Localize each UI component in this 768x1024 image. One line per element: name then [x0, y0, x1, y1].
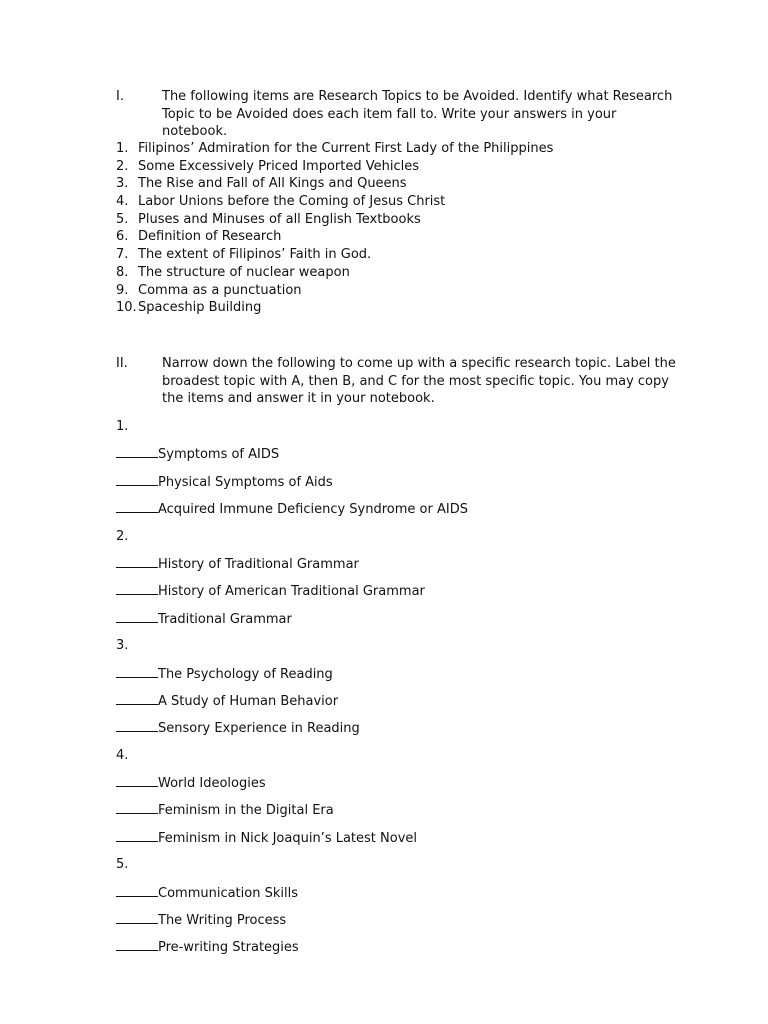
item-number: 8. [116, 264, 129, 280]
item-text: A Study of Human Behavior [158, 693, 339, 709]
group-number: 2. [116, 528, 129, 544]
list-item [116, 193, 553, 211]
section-2-roman: II. [116, 356, 128, 371]
item-text: The structure of nuclear weapon [138, 264, 350, 280]
list-item [116, 444, 468, 471]
item-number: 9. [116, 282, 129, 298]
item-text: Sensory Experience in Reading [158, 721, 360, 737]
item-text: Symptoms of AIDS [158, 447, 280, 463]
list-item [116, 664, 468, 691]
list-item [116, 828, 468, 855]
group-number: 3. [116, 638, 129, 654]
group-4 [116, 746, 468, 856]
answer-blank[interactable] [116, 800, 158, 814]
item-text: The extent of Filipinos’ Faith in God. [138, 247, 372, 263]
answer-blank[interactable] [116, 773, 158, 787]
answer-blank[interactable] [116, 664, 158, 678]
list-item [116, 773, 468, 800]
answer-blank[interactable] [116, 609, 158, 623]
answer-blank[interactable] [116, 554, 158, 568]
list-item [116, 883, 468, 910]
item-text: Traditional Grammar [158, 611, 292, 627]
group-number: 1. [116, 419, 129, 434]
item-text: The Writing Process [158, 913, 287, 929]
item-number: 4. [116, 194, 129, 210]
list-item [116, 472, 468, 499]
group-number: 5. [116, 857, 129, 873]
item-text: The Rise and Fall of All Kings and Queens [138, 176, 407, 192]
answer-blank[interactable] [116, 472, 158, 486]
item-text: Physical Symptoms of Aids [158, 474, 333, 490]
list-item [116, 499, 468, 526]
item-text: Pluses and Minuses of all English Textbooks [138, 211, 421, 227]
answer-blank[interactable] [116, 499, 158, 513]
list-item [116, 910, 468, 937]
item-number: 10. [116, 300, 137, 316]
list-item [116, 264, 553, 282]
group-2 [116, 527, 468, 637]
list-item [116, 609, 468, 636]
item-text: Filipinos’ Admiration for the Current First Lady of the Philippines [138, 141, 554, 156]
item-text: Pre-writing Strategies [158, 940, 299, 956]
group-1 [116, 417, 468, 527]
list-item [116, 691, 468, 718]
answer-blank[interactable] [116, 718, 158, 732]
group-number: 4. [116, 747, 129, 763]
list-item [116, 554, 468, 581]
list-item [116, 246, 553, 264]
item-text: Feminism in Nick Joaquin’s Latest Novel [158, 830, 418, 846]
answer-blank[interactable] [116, 581, 158, 595]
answer-blank[interactable] [116, 828, 158, 842]
item-number: 7. [116, 247, 129, 263]
item-text: Spaceship Building [138, 300, 262, 316]
item-text: Labor Unions before the Coming of Jesus Christ [138, 194, 446, 210]
section-1-roman: I. [116, 89, 124, 104]
list-item [116, 175, 553, 193]
list-item [116, 140, 553, 158]
item-number: 2. [116, 158, 129, 174]
item-text: Acquired Immune Deficiency Syndrome or AIDS [158, 502, 468, 518]
answer-blank[interactable] [116, 883, 158, 897]
list-item [116, 211, 553, 229]
list-item [116, 282, 553, 300]
group-5 [116, 855, 468, 965]
item-text: History of Traditional Grammar [158, 556, 359, 572]
item-text: Definition of Research [138, 229, 282, 245]
item-text: The Psychology of Reading [158, 666, 333, 682]
list-item [116, 581, 468, 608]
item-number: 3. [116, 176, 129, 192]
answer-blank[interactable] [116, 691, 158, 705]
item-number: 5. [116, 211, 129, 227]
group-3 [116, 636, 468, 746]
item-number: 6. [116, 229, 129, 245]
item-number: 1. [116, 141, 129, 156]
item-text: Some Excessively Priced Imported Vehicles [138, 158, 419, 174]
list-item [116, 228, 553, 246]
item-text: Comma as a punctuation [138, 282, 302, 298]
section-2-instruction: Narrow down the following to come up with a specific research topic. Label the broadest topic with A, then B, and C for the most specific topic. You may copy the items and answer it in your notebook. [162, 356, 676, 406]
item-text: Communication Skills [158, 885, 298, 901]
answer-blank[interactable] [116, 910, 158, 924]
item-text: Feminism in the Digital Era [158, 803, 334, 819]
list-item [116, 718, 468, 745]
list-item [116, 937, 468, 964]
item-text: History of American Traditional Grammar [158, 584, 425, 600]
answer-blank[interactable] [116, 937, 158, 951]
list-item [116, 299, 553, 317]
answer-blank[interactable] [116, 444, 158, 458]
list-item [116, 800, 468, 827]
item-text: World Ideologies [158, 776, 266, 792]
list-item [116, 158, 553, 176]
narrowing-groups [116, 417, 468, 965]
section-1-instruction: The following items are Research Topics to be Avoided. Identify what Research Topic to be Avoided does each item fall to. Write your answers in your notebook. [162, 89, 673, 139]
avoided-topics-list [116, 140, 553, 317]
